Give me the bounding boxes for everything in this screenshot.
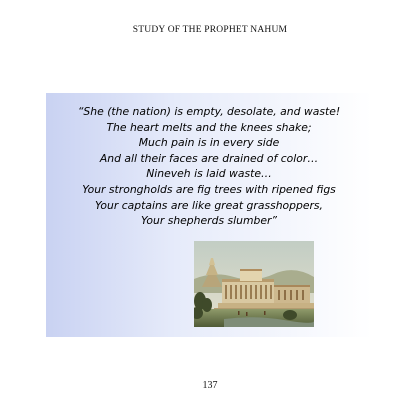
- quote-line: Your captains are like great grasshoppers,: [94, 198, 323, 212]
- quote-slide: [46, 93, 372, 337]
- nineveh-palace-painting: [194, 241, 314, 327]
- quote-line: “She (the nation) is empty, desolate, and waste!: [77, 105, 341, 118]
- quote-line: Much pain is in every side: [138, 136, 280, 150]
- scripture-quote: [46, 104, 372, 229]
- quote-line: The heart melts and the knees shake;: [106, 120, 312, 134]
- running-header: STUDY OF THE PROPHET NAHUM: [132, 25, 288, 35]
- quote-line: Nineveh is laid waste…: [146, 167, 272, 181]
- quote-line: And all their faces are drained of color…: [99, 151, 319, 165]
- quote-line: Your strongholds are fig trees with ripened figs: [82, 182, 336, 196]
- quote-line: Your shepherds slumber”: [140, 214, 278, 228]
- page-number: 137: [202, 380, 218, 391]
